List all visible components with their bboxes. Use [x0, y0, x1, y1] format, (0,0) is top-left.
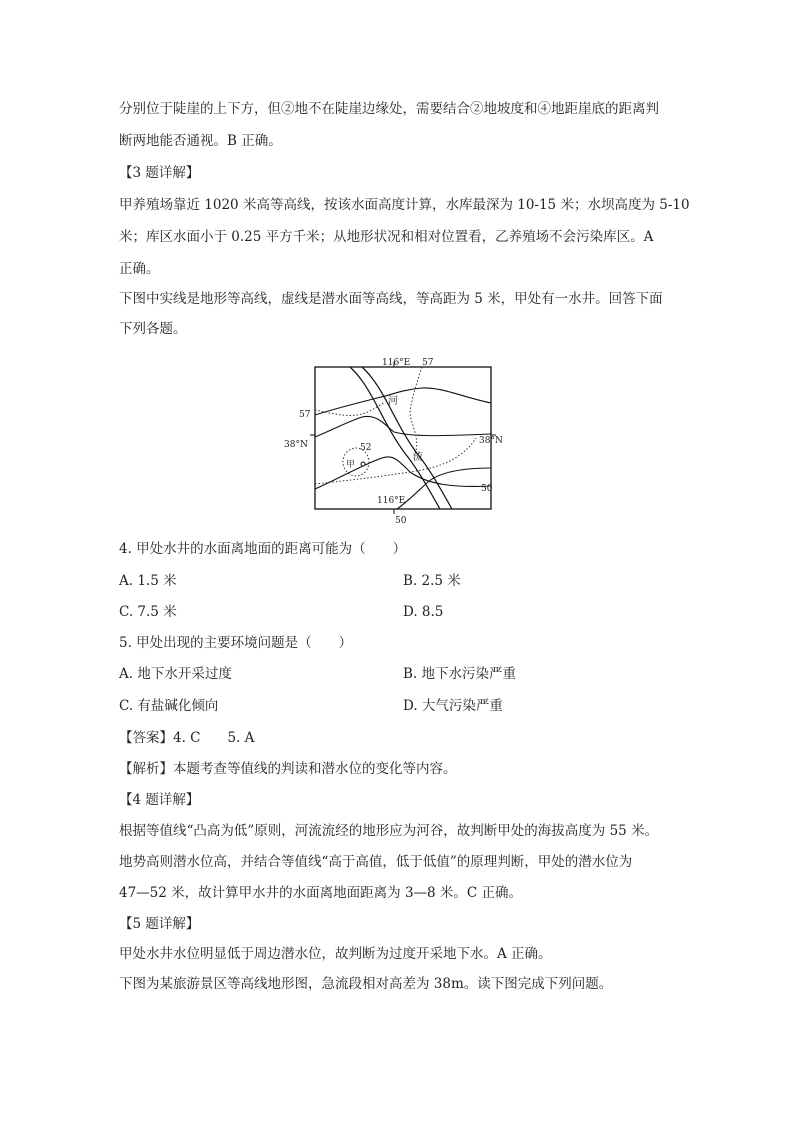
bottom-contour-label: 50 [395, 516, 407, 526]
contour-50-line [397, 468, 491, 509]
top-longitude-label: 116°E [382, 358, 411, 368]
well-point [361, 462, 365, 466]
question-5: 5. 甲处出现的主要环境问题是（ ） [119, 635, 353, 651]
river-char-label: 流 [413, 452, 423, 463]
top-contour-label: 57 [422, 358, 434, 368]
bottom-longitude-label: 116°E [377, 496, 406, 506]
water-table-line [410, 367, 422, 456]
water-table-value-label: 52 [360, 443, 372, 453]
left-latitude-label: 38°N [284, 440, 308, 450]
option-4b: B. 2.5 米 [403, 573, 461, 589]
right-contour-label: 50 [481, 484, 493, 494]
paragraph-line: 下图为某旅游景区等高线地形图，急流段相对高差为 38m。读下图完成下列问题。 [119, 976, 613, 992]
map-frame [315, 367, 491, 509]
paragraph-line: 根据等值线“凸高为低”原则，河流流经的地形应为河谷，故判断甲处的海拔高度为 55 米。 [119, 823, 659, 839]
option-5c: C. 有盐碱化倾向 [119, 698, 219, 714]
question-intro: 下列各题。 [119, 321, 187, 337]
contour-57-line [315, 388, 491, 415]
paragraph-line: 断两地能否通视。B 正确。 [119, 133, 282, 149]
analysis-line: 【解析】本题考查等值线的判读和潜水位的变化等内容。 [119, 761, 457, 777]
section-heading: 【5 题详解】 [119, 916, 200, 932]
answer-line: 【答案】4. C 5. A [119, 730, 255, 746]
paragraph-line: 47—52 米，故计算甲水井的水面离地面距离为 3—8 米。C 正确。 [119, 885, 523, 901]
section-heading: 【4 题详解】 [119, 792, 200, 808]
left-contour-label: 57 [299, 410, 311, 420]
paragraph-line: 甲处水井水位明显低于周边潜水位，故判断为过度开采地下水。A 正确。 [119, 946, 552, 962]
option-4a: A. 1.5 米 [119, 573, 177, 589]
paragraph-line: 地势高则潜水位高，并结合等值线“高于高值，低于低值”的原理判断，甲处的潜水位为 [119, 854, 633, 870]
contour-map-figure [282, 352, 508, 530]
contour-line [315, 416, 491, 437]
paragraph-line: 分别位于陡崖的上下方，但②地不在陡崖边缘处，需要结合②地坡度和④地距崖底的距离判 [119, 101, 659, 117]
right-latitude-label: 38°N [479, 436, 503, 446]
river-bank-right [362, 367, 452, 509]
water-table-line [315, 402, 385, 415]
option-5b: B. 地下水污染严重 [403, 666, 517, 682]
paragraph-line: 米；库区水面小于 0.25 平方千米；从地形状况和相对位置看，乙养殖场不会污染库区。A [119, 229, 654, 245]
contour-map [282, 352, 508, 530]
section-heading: 【3 题详解】 [119, 165, 200, 181]
option-4c: C. 7.5 米 [119, 604, 177, 620]
option-4d: D. 8.5 [403, 604, 444, 620]
river-char-label: 河 [388, 396, 398, 407]
option-5d: D. 大气污染严重 [403, 698, 503, 714]
paragraph-line: 正确。 [119, 261, 160, 277]
question-intro: 下图中实线是地形等高线，虚线是潜水面等高线，等高距为 5 米，甲处有一水井。回答下面 [119, 291, 663, 307]
option-5a: A. 地下水开采过度 [119, 666, 232, 682]
well-name-label: 甲 [346, 460, 356, 470]
question-4: 4. 甲处水井的水面离地面的距离可能为（ ） [119, 541, 407, 557]
paragraph-line: 甲养殖场靠近 1020 米高等高线，按该水面高度计算，水库最深为 10-15 米；水坝高度为 5-10 [119, 197, 690, 213]
